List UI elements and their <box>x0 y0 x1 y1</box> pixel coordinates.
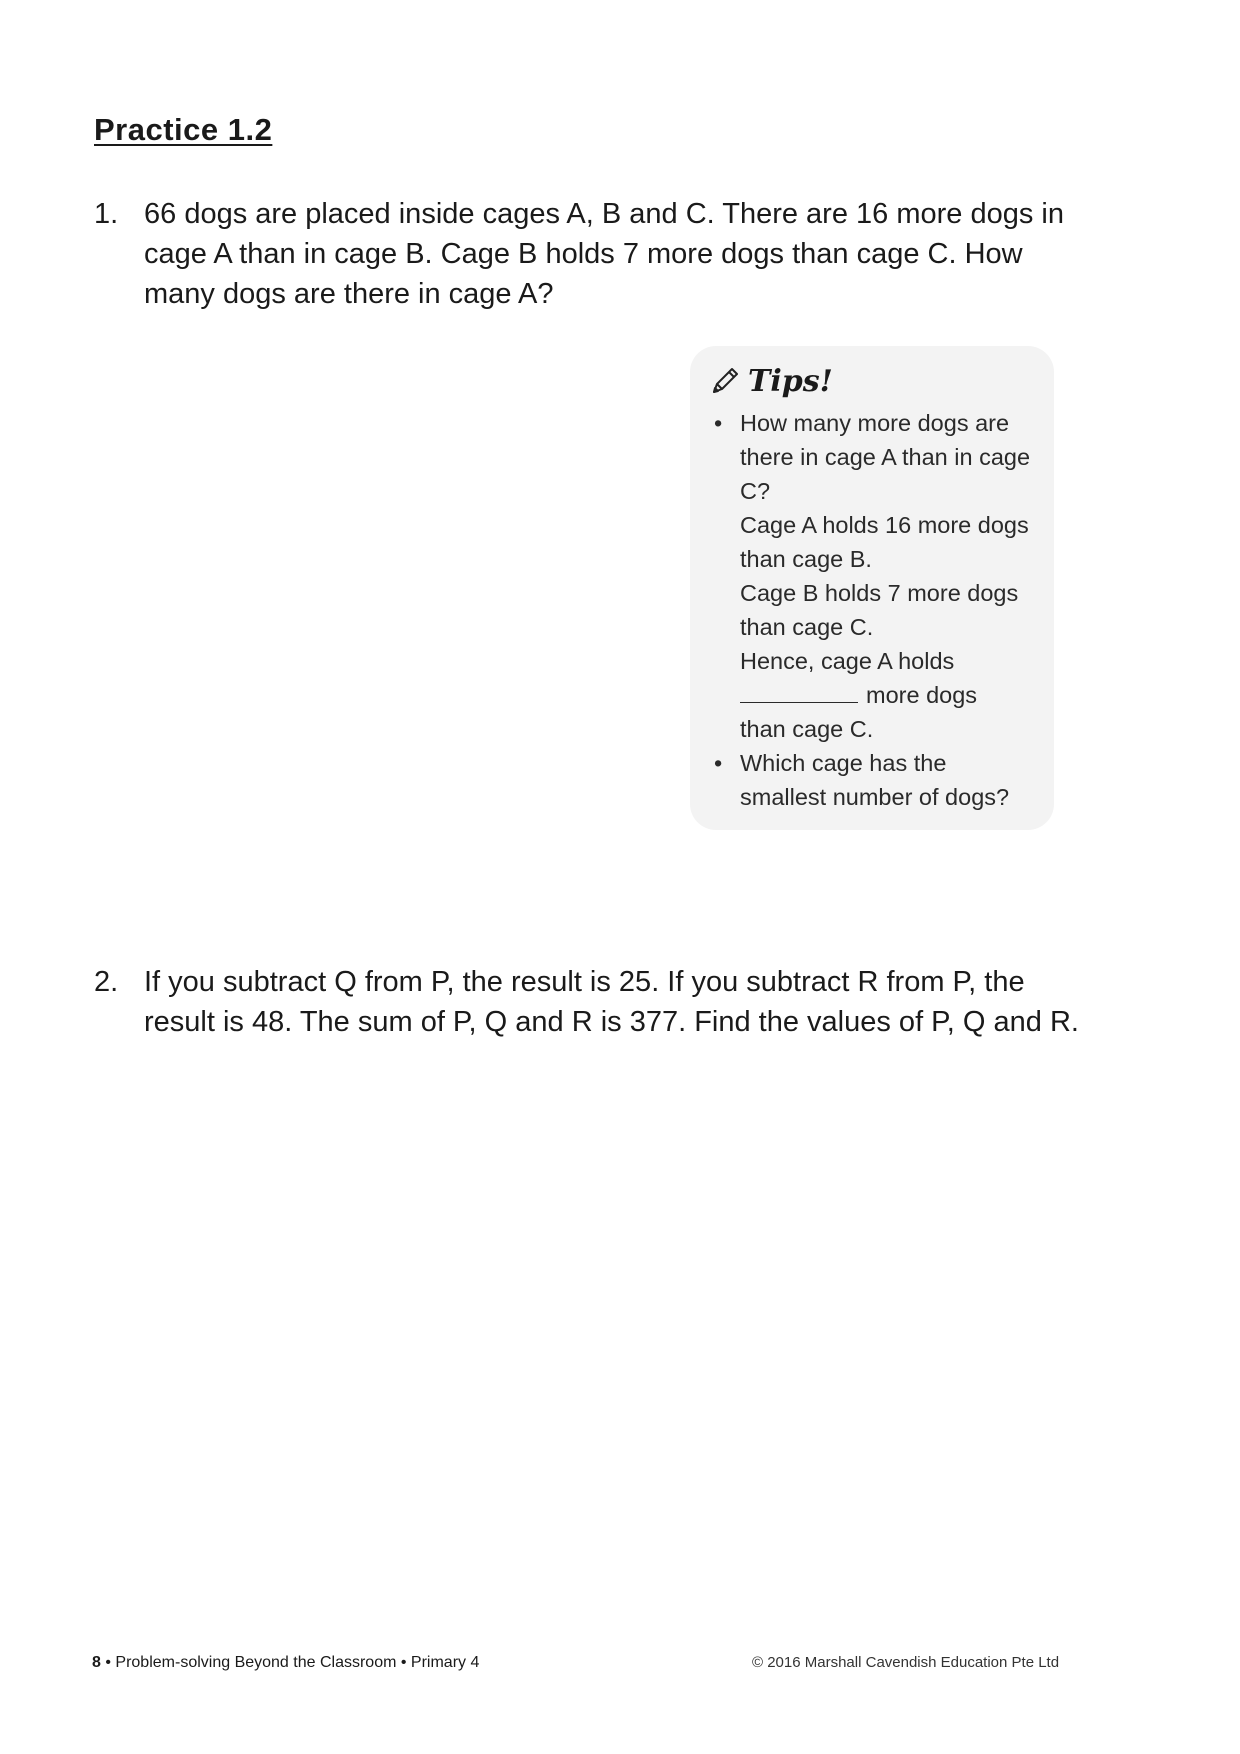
page-title: Practice 1.2 <box>94 112 273 147</box>
question-1 <box>94 194 1084 314</box>
tip-item <box>708 746 1036 814</box>
question-text: 66 dogs are placed inside cages A, B and C. There are 16 more dogs in cage A than in cage B. Cage B holds 7 more dogs than cage C. How many dogs are there in cage A? <box>144 198 1064 310</box>
tip-line: Cage B holds 7 more dogs than cage C. <box>740 580 1019 640</box>
question-number: 2. <box>94 966 119 998</box>
question-2 <box>94 962 1084 1042</box>
tips-list <box>708 406 1036 814</box>
tip-line: than cage C. <box>740 716 874 742</box>
tips-header <box>708 360 1036 402</box>
tip-question: • Which cage has the smallest number of dogs? <box>740 750 1010 810</box>
tip-line: Hence, cage A holds <box>740 648 955 674</box>
tip-blank-line <box>740 678 1036 712</box>
page-number: 8 <box>92 1654 101 1671</box>
footer-copyright: © 2016 Marshall Cavendish Education Pte Ltd <box>752 1654 1060 1671</box>
pencil-icon <box>708 364 742 398</box>
footer-left <box>92 1654 479 1672</box>
tip-line: more dogs <box>866 682 978 708</box>
tip-question: • How many more dogs are there in cage A than in cage C? <box>740 410 1031 504</box>
tips-box <box>690 346 1054 830</box>
tip-item <box>708 406 1036 746</box>
answer-blank <box>740 680 858 703</box>
question-number: 1. <box>94 198 119 230</box>
tip-line: Cage A holds 16 more dogs than cage B. <box>740 512 1029 572</box>
tips-title: Tips! <box>748 363 833 399</box>
footer-book-title: • Problem-solving Beyond the Classroom • Primary 4 <box>105 1654 480 1671</box>
question-text: If you subtract Q from P, the result is 25. If you subtract R from P, the result is 48. The sum of P, Q and R is 377. Find the values of P, Q and R. <box>144 966 1079 1038</box>
